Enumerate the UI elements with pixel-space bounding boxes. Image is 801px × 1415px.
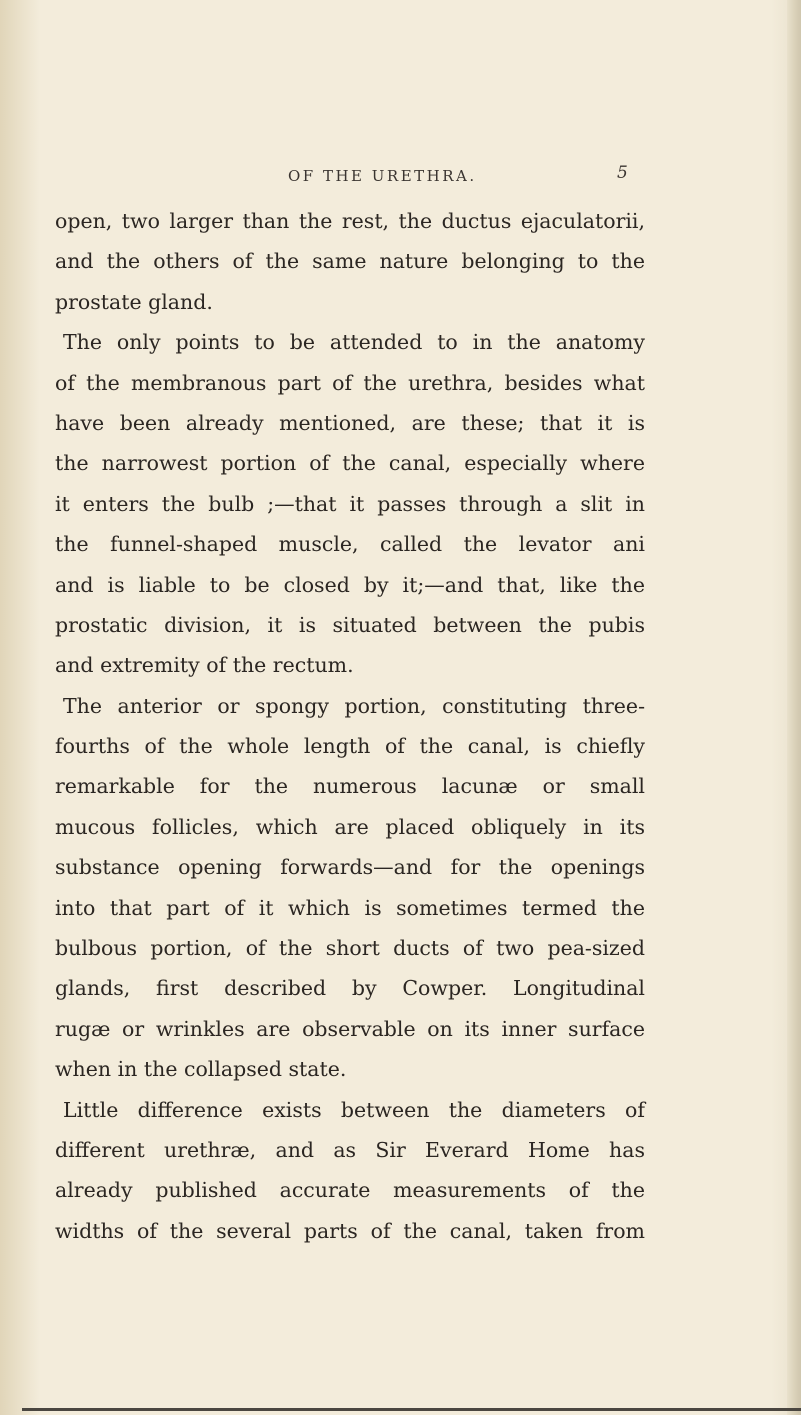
page-edge xyxy=(787,0,801,1415)
text-line: open, two larger than the rest, the ductus ejaculatorii, xyxy=(55,209,645,233)
text-line: and extremity of the rectum. xyxy=(55,653,354,678)
text-line: substance opening forwards—and for the openings xyxy=(55,855,645,880)
text-line: mucous follicles, which are placed obliquely in its xyxy=(55,814,645,839)
text-line: have been already mentioned, are these; that it is xyxy=(55,410,645,435)
text-line: rugæ or wrinkles are observable on its inner surface xyxy=(55,1016,645,1041)
text-line: glands, first described by Cowper. Longitudinal xyxy=(55,976,645,1001)
text-line: into that part of it which is sometimes termed the xyxy=(55,895,645,920)
body-text xyxy=(55,201,645,1251)
page-bottom-edge xyxy=(22,1408,801,1411)
page-header xyxy=(0,163,801,193)
text-line: already published accurate measurements of the xyxy=(55,1178,645,1203)
text-line: The anterior or spongy portion, constituting three- xyxy=(63,693,645,718)
text-line: widths of the several parts of the canal, taken from xyxy=(55,1218,645,1243)
text-line: it enters the bulb ;—that it passes through a slit in xyxy=(55,491,645,516)
text-line: the narrowest portion of the canal, especially where xyxy=(55,451,645,476)
text-line: and is liable to be closed by it;—and that, like the xyxy=(55,572,645,597)
text-line: prostate gland. xyxy=(55,289,213,314)
text-line: prostatic division, it is situated between the pubis xyxy=(55,612,645,637)
text-line: of the membranous part of the urethra, besides what xyxy=(55,370,645,395)
text-line: Little difference exists between the diameters of xyxy=(63,1097,645,1122)
text-line: and the others of the same nature belonging to the xyxy=(55,249,645,274)
text-line: fourths of the whole length of the canal, is chiefly xyxy=(55,734,645,759)
running-head: OF THE URETHRA. xyxy=(288,167,477,185)
text-line: when in the collapsed state. xyxy=(55,1057,347,1082)
text-line: the funnel-shaped muscle, called the levator ani xyxy=(55,532,645,557)
text-line: The only points to be attended to in the anatomy xyxy=(63,330,645,355)
text-line: remarkable for the numerous lacunæ or small xyxy=(55,774,645,799)
text-line: bulbous portion, of the short ducts of two pea-sized xyxy=(55,936,645,961)
page-number: 5 xyxy=(617,163,628,183)
text-line: different urethræ, and as Sir Everard Home has xyxy=(55,1137,645,1162)
